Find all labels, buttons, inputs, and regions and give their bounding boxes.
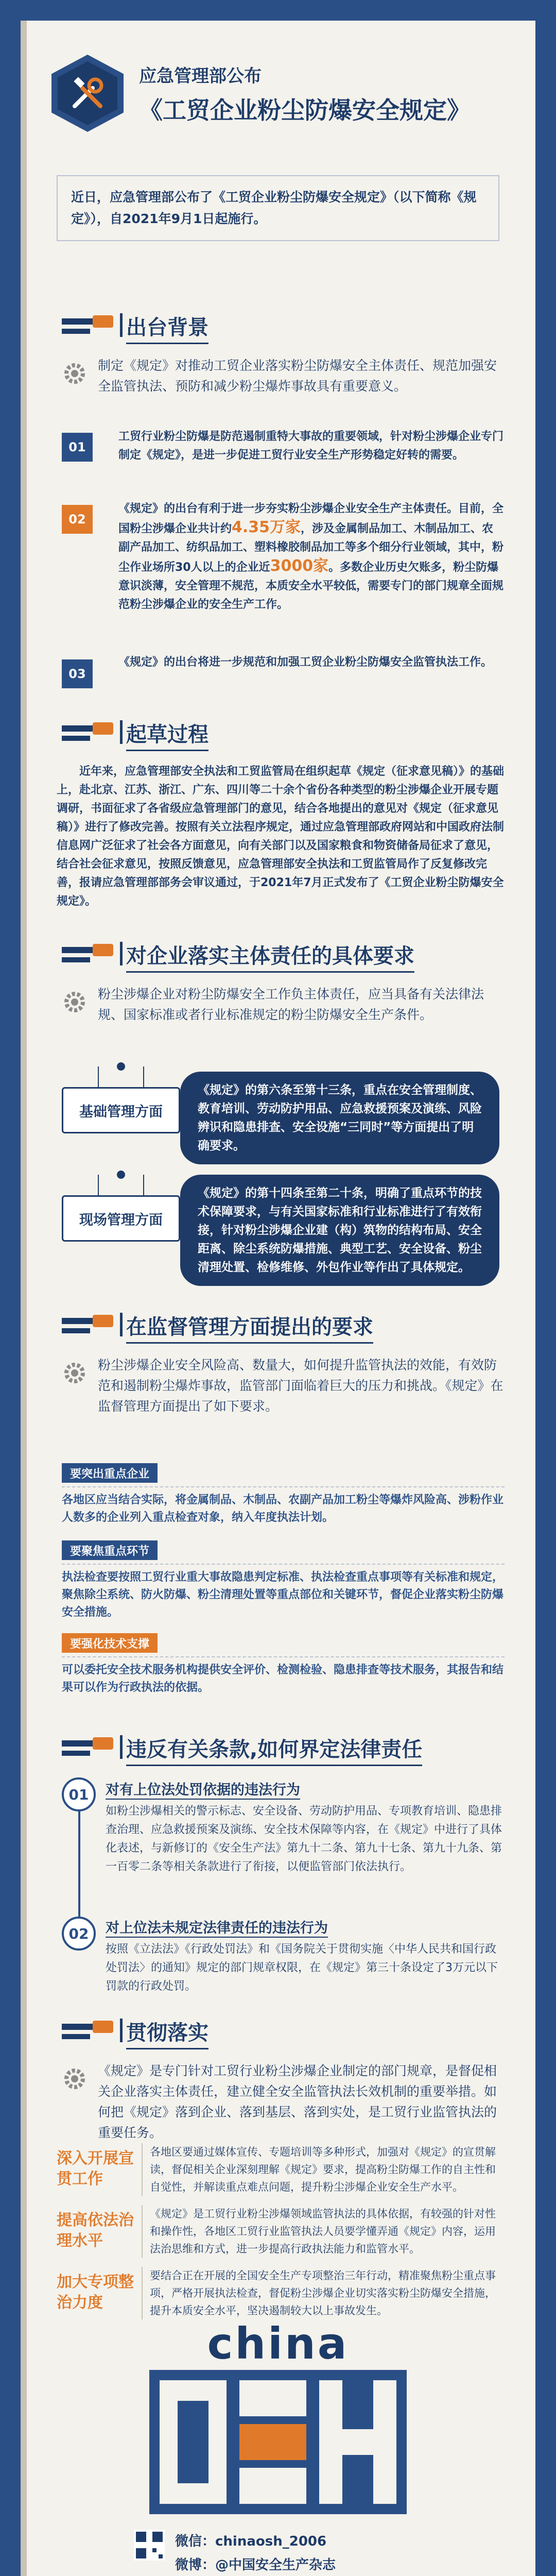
- wrench-icon: [62, 313, 118, 339]
- supervision-intro: 粉尘涉爆企业安全风险高、数量大，如何提升监管执法的效能，有效防范和遏制粉尘爆炸事故，监管部门面临着巨大的压力和挑战。《规定》在监督管理方面提出了如下要求。: [98, 1358, 503, 1414]
- implementation-text: 《规定》是工贸行业粉尘涉爆领域监管执法的具体依据，有较强的针对性和操作性，各地区工贸行业监管执法人员要学懂弄通《规定》内容，运用法治思维和方式，进一步提高行政执法能力和监管水平。: [142, 2205, 502, 2258]
- background-item-2: 《规定》的出台有利于进一步夯实粉尘涉爆企业安全生产主体责任。目前，全国粉尘涉爆企业共计约4.35万家，涉及金属制品加工、木制品加工、农副产品加工、纺织品加工、塑料橡胶制品加工等多个细分行业领域，其中，粉尘作业场所30人以上的企业近3000家。多数企业历史欠账多，粉尘防爆意识淡薄，安全管理不规范，本质安全水平较低，需要专门的部门规章全面规范粉尘涉爆企业的安全生产工作。: [118, 502, 504, 611]
- section-title: 贯彻落实: [126, 2016, 208, 2049]
- header-subtitle: 应急管理部公布: [139, 66, 262, 87]
- decor-stripe: [21, 21, 27, 2576]
- implementation-label: 加大专项整治力度: [57, 2273, 134, 2312]
- osh-logo: [149, 2370, 407, 2514]
- gear-icon: [62, 1360, 88, 1386]
- infographic: [21, 21, 535, 2576]
- responsibility-intro: 粉尘涉爆企业对粉尘防爆安全工作负主体责任，应当具备有关法律法规、国家标准或者行业标准规定的粉尘防爆安全生产条件。: [98, 987, 484, 1022]
- penalty-text-2: 按照《立法法》《行政处罚法》和《国务院关于贯彻实施〈中华人民共和国行政处罚法〉的通知》规定的部门规章权限，在《规定》第三十条设定了3万元以下罚款的行政处罚。: [106, 1943, 498, 1993]
- implementation-text: 各地区要通过媒体宣传、专题培训等多种形式，加强对《规定》的宣贯解读，督促相关企业深刻理解《规定》要求，提高粉尘防爆工作的自主性和自觉性，并解读重点难点问题，提升粉尘涉爆企业安全生产水平。: [142, 2143, 502, 2196]
- board-site-management: [62, 1175, 180, 1242]
- gear-icon: [62, 361, 88, 386]
- wechat-id: 微信：chinaosh_2006: [175, 2534, 327, 2549]
- highlight-figure: 3000家: [270, 557, 329, 575]
- step-number: 02: [62, 1917, 96, 1951]
- background-item-1: 工贸行业粉尘防爆是防范遏制重特大事故的重要领域，针对粉尘涉爆企业专门制定《规定》，是进一步促进工贸行业安全生产形势稳定好转的需要。: [118, 430, 504, 462]
- drafting-text: 近年来，应急管理部安全执法和工贸监管局在组织起草《规定（征求意见稿）》的基础上，赴北京、江苏、浙江、广东、四川等二十余个省份各种类型的粉尘涉爆企业开展专题调研，书面征求了各省级应急管理部门的意见，结合各地提出的意见对《规定（征求意见稿）》进行了修改完善。按照有关立法程序规定，通过应急管理部政府网站和中国政府法制信息网广泛征求了社会各方面意见，向有关部门以及国家粮食和物资储备局征求了意见，结合社会征求意见，按照反馈意见，应急管理部安全执法和工贸监管局作了反复修改完善，报请应急管理部部务会审议通过，于2021年7月正式发布了《工贸企业粉尘防爆安全规定》。: [57, 765, 505, 908]
- wrench-icon: [62, 720, 118, 746]
- intro-box: 近日，应急管理部公布了《工贸企业粉尘防爆安全规定》（以下简称《规定》），自2021年9月1日起施行。: [57, 175, 499, 241]
- section-title: 在监督管理方面提出的要求: [126, 1311, 373, 1344]
- item-number: 01: [62, 433, 93, 462]
- header: [51, 52, 505, 139]
- penalty-subtitle: 对上位法未规定法律责任的违法行为: [106, 1917, 328, 1938]
- wrench-icon: [62, 1313, 118, 1338]
- implementation-label: 深入开展宣贯工作: [57, 2149, 134, 2188]
- wrench-icon: [62, 942, 118, 968]
- penalty-subtitle: 对有上位法处罚依据的违法行为: [106, 1778, 300, 1800]
- basic-management-text: 《规定》的第六条至第十三条，重点在安全管理制度、教育培训、劳动防护用品、应急救援预案及演练、风险辨识和隐患排查、安全设施“三同时”等方面提出了明确要求。: [180, 1072, 499, 1164]
- timeline-line: [78, 1808, 80, 1917]
- tech-support-text: 可以委托安全技术服务机构提供安全评价、检测检验、隐患排查等技术服务，其报告和结果可以作为行政执法的依据。: [62, 1656, 505, 1697]
- tools-icon: [51, 55, 124, 132]
- board-label: 基础管理方面: [62, 1087, 180, 1133]
- weibo-id: 微博：@中国安全生产杂志: [175, 2557, 336, 2573]
- brand-logo-text: china: [207, 2318, 349, 2369]
- highlight-figure: 4.35万家: [232, 518, 301, 536]
- section-title: 违反有关条款,如何界定法律责任: [126, 1733, 422, 1766]
- item-number: 03: [62, 659, 93, 688]
- tag-key-links: 要聚焦重点环节: [62, 1540, 158, 1560]
- background-intro: 制定《规定》对推动工贸企业落实粉尘防爆安全主体责任、规范加强安全监管执法、预防和减少粉尘爆炸事故具有重要意义。: [98, 358, 497, 394]
- penalty-text-1: 如粉尘涉爆相关的警示标志、安全设备、劳动防护用品、专项教育培训、隐患排查治理、应急救援预案及演练、安全技术保障等内容，在《规定》中进行了具体化表述，与新修订的《安全生产法》第九十二条、第九十七条、第九十九条、第一百零二条等相关条款进行了衔接，以便监管部门依法执行。: [106, 1805, 502, 1873]
- key-links-text: 执法检查要按照工贸行业重大事故隐患判定标准、执法检查重点事项等有关标准和规定，聚焦除尘系统、防火防爆、粉尘清理处置等重点部位和关键环节，督促企业落实粉尘防爆安全措施。: [62, 1564, 505, 1621]
- step-number: 01: [62, 1777, 96, 1811]
- site-management-text: 《规定》的第十四条至第二十条，明确了重点环节的技术保障要求，与有关国家标准和行业标准进行了有效衔接，针对粉尘涉爆企业建（构）筑物的结构布局、安全距离、除尘系统防爆措施、典型工艺、安全设备、粉尘清理处置、检修维修、外包作业等作出了具体规定。: [180, 1175, 499, 1286]
- wrench-icon: [62, 2019, 118, 2044]
- contact-info: [175, 2530, 435, 2576]
- item-number: 02: [62, 505, 93, 534]
- implementation-text: 要结合正在开展的全国安全生产专项整治三年行动，精准聚焦粉尘重点事项，严格开展执法检查，督促粉尘涉爆企业切实落实粉尘防爆安全措施，提升本质安全水平，坚决遏制较大以上事故发生。: [142, 2267, 502, 2319]
- background-item-3: 《规定》的出台将进一步规范和加强工贸企业粉尘防爆安全监管执法工作。: [118, 656, 493, 669]
- implementation-label: 提高依法治理水平: [57, 2211, 134, 2250]
- section-title: 对企业落实主体责任的具体要求: [126, 940, 414, 973]
- section-title: 出台背景: [126, 311, 208, 344]
- gear-icon: [62, 989, 88, 1015]
- section-title: 起草过程: [126, 718, 208, 751]
- key-enterprises-text: 各地区应当结合实际，将金属制品、木制品、农副产品加工粉尘等爆炸风险高、涉粉作业人数多的企业列入重点检查对象，纳入年度执法计划。: [62, 1486, 505, 1527]
- board-basic-management: [62, 1066, 180, 1133]
- board-label: 现场管理方面: [62, 1195, 180, 1242]
- wrench-icon: [62, 1735, 118, 1761]
- page-title: 《工贸企业粉尘防爆安全规定》: [139, 96, 471, 124]
- tag-key-enterprises: 要突出重点企业: [62, 1463, 158, 1483]
- implementation-intro: 《规定》是专门针对工贸行业粉尘涉爆企业制定的部门规章，是督促相关企业落实主体责任，建立健全安全监管执法长效机制的重要举措。如何把《规定》落到企业、落到基层、落到实处，是工贸行业监管执法的重要任务。: [98, 2063, 497, 2140]
- qr-code-icon: [134, 2530, 165, 2561]
- tag-tech-support: 要强化技术支撑: [62, 1633, 158, 1653]
- gear-icon: [62, 2066, 88, 2092]
